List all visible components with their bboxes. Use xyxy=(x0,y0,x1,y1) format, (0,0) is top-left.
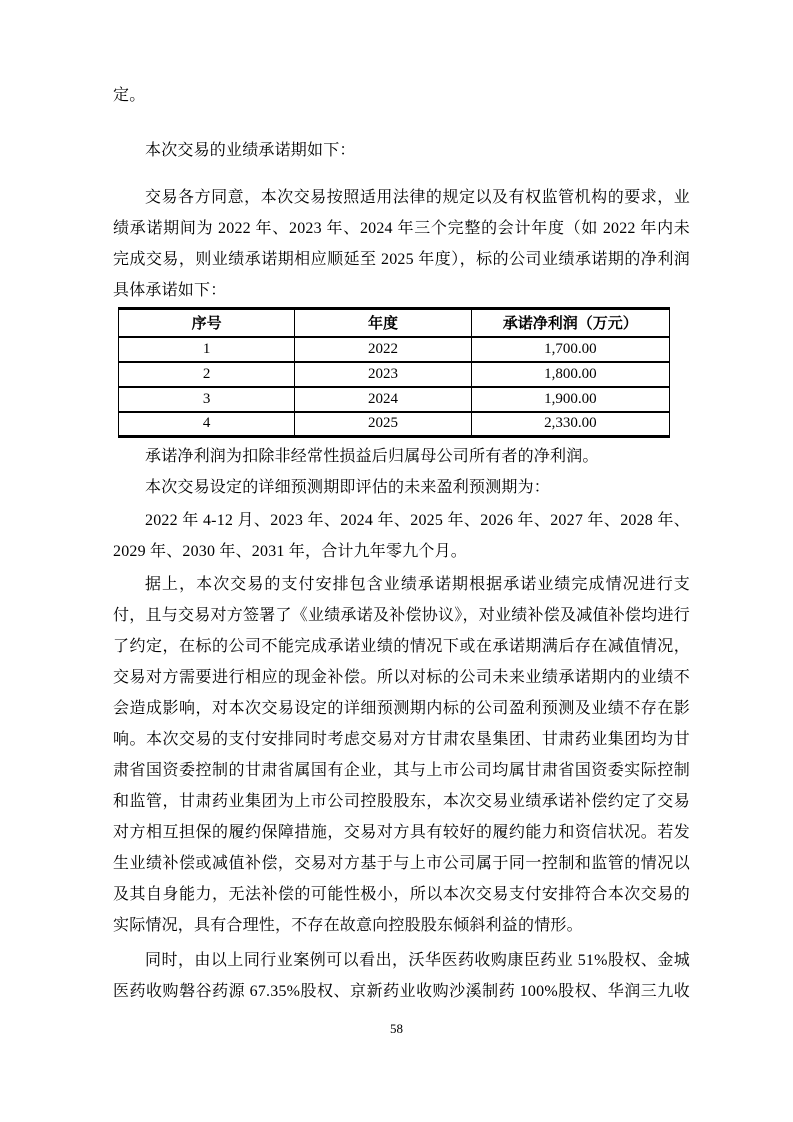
promised-net-profit-table xyxy=(118,307,670,438)
paragraph-continuation-from-previous-page: 定。 xyxy=(113,87,146,104)
table-header-profit: 承诺净利润（万元） xyxy=(471,309,669,337)
table-row xyxy=(119,337,670,362)
table-cell-year: 2025 xyxy=(295,412,471,437)
table-cell-year: 2022 xyxy=(295,337,471,362)
table-cell-profit: 1,700.00 xyxy=(471,337,669,362)
table-cell-year: 2023 xyxy=(295,362,471,387)
table-cell-seq: 2 xyxy=(119,362,295,387)
paragraph-payment-arrangement-analysis: 据上，本次交易的支付安排包含业绩承诺期根据承诺业绩完成情况进行支付，且与交易对方签署了《业绩承诺及补偿协议》，对业绩补偿及减值补偿均进行了约定，在标的公司不能完成承诺业绩的情况下或在承诺期满后存在减值情况，交易对方需要进行相应的现金补偿。所以对标的公司未来业绩承诺期内的业绩不会造成影响，对本次交易设定的详细预测期内标的公司盈利预测及业绩不存在影响。本次交易的支付安排同时考虑交易对方甘肃农垦集团、甘肃药业集团均为甘肃省国资委控制的甘肃省属国有企业，其与上市公司均属甘肃省国资委实际控制和监管，甘肃药业集团为上市公司控股股东，本次交易业绩承诺补偿约定了交易对方相互担保的履约保障措施，交易对方具有较好的履约能力和资信状况。若发生业绩补偿或减值补偿，交易对方基于与上市公司属于同一控制和监管的情况以及其自身能力，无法补偿的可能性极小，所以本次交易支付安排符合本次交易的实际情况，具有合理性，不存在故意向控股股东倾斜利益的情形。 xyxy=(113,576,690,934)
table-cell-profit: 2,330.00 xyxy=(471,412,669,437)
table-cell-profit: 1,900.00 xyxy=(471,387,669,412)
paragraph-commitment-period-terms: 交易各方同意，本次交易按照适用法律的规定以及有权监管机构的要求，业绩承诺期间为 2022 年、2023 年、2024 年三个完整的会计年度（如 2022 年内未完成交易，则业绩承诺期相应顺延至 2025 年度），标的公司业绩承诺期的净利润具体承诺如下： xyxy=(113,189,690,299)
paragraph-forecast-period-years: 2022 年 4-12 月、2023 年、2024 年、2025 年、2026 年、2027 年、2028 年、2029 年、2030 年、2031 年，合计九年零九个月。 xyxy=(113,512,690,560)
table-row xyxy=(119,412,670,437)
paragraph-industry-cases: 同时，由以上同行业案例可以看出，沃华医药收购康臣药业 51%股权、金城医药收购磐谷药源 67.35%股权、京新药业收购沙溪制药 100%股权、华润三九收 xyxy=(113,952,690,1000)
table-cell-seq: 3 xyxy=(119,387,295,412)
paragraph-forecast-period-intro: 本次交易设定的详细预测期即评估的未来盈利预测期为： xyxy=(145,479,551,496)
table-row xyxy=(119,362,670,387)
table-row xyxy=(119,387,670,412)
paragraph-performance-period-intro: 本次交易的业绩承诺期如下： xyxy=(145,142,356,159)
paragraph-net-profit-definition: 承诺净利润为扣除非经常性损益后归属母公司所有者的净利润。 xyxy=(145,448,599,465)
page-content xyxy=(113,80,690,1007)
table-cell-profit: 1,800.00 xyxy=(471,362,669,387)
table-cell-year: 2024 xyxy=(295,387,471,412)
table-header-row xyxy=(119,309,670,337)
table-cell-seq: 1 xyxy=(119,337,295,362)
table-cell-seq: 4 xyxy=(119,412,295,437)
page-number: 58 xyxy=(390,1021,403,1036)
table-header-seq: 序号 xyxy=(119,309,295,337)
table-header-year: 年度 xyxy=(295,309,471,337)
